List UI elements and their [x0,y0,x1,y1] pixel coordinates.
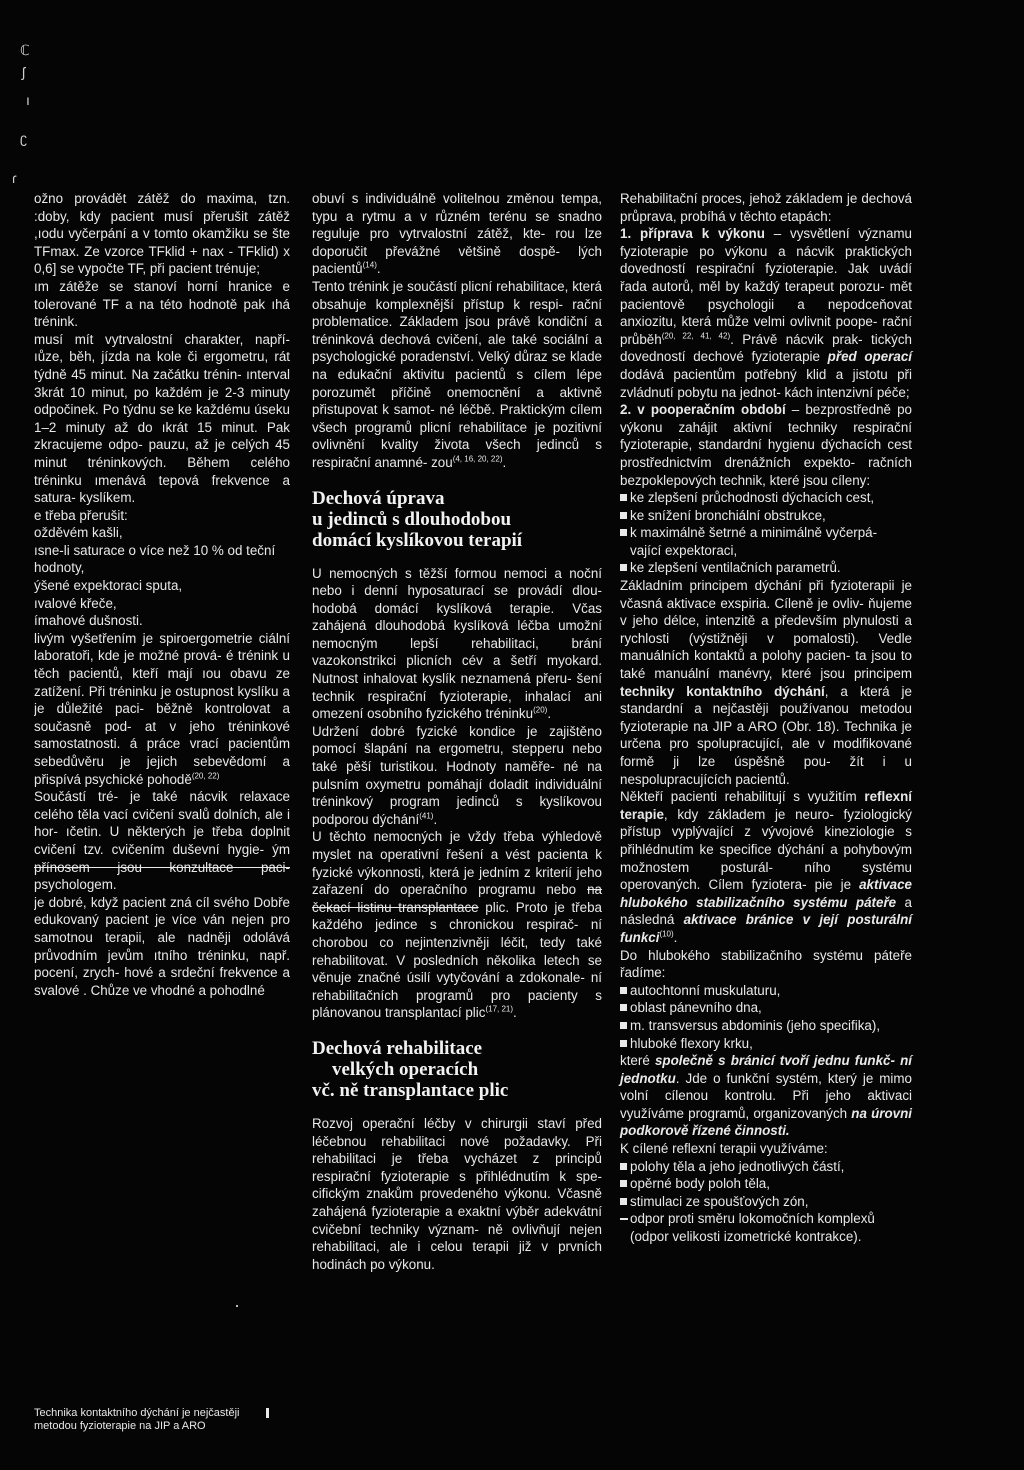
reference: (20, 22) [191,771,220,781]
figure-caption: Technika kontaktního dýchání je nejčastěji metodou fyzioterapie na JIP a ARO [34,1407,240,1432]
paragraph-text: dodává pacientům potřebný klid a jistotu při zvládnutí pobytu na jednot- kách intenzivní péče; [620,366,912,400]
list-item: polohy těla a jeho jednotlivých částí, [620,1158,912,1176]
paragraph: ožno provádět zátěž do maxima, tzn. :doby, kdy pacient musí přerušit zátěž ,ıodu vyčerpání a v tomto okamžiku se šte TFmax. Ze vzorce TFklid + nax - TFklid) x 0,6] se vypočte TF, při pacient trénuje; [34,191,290,277]
list-item: k maximálně šetrné a minimálně vyčerpá- vající expektoraci, [620,524,912,559]
heading-line: velkých operacích [332,1058,479,1080]
stabilization-list [620,982,912,1052]
stage-label: 2. v pooperačním období [620,402,786,418]
column-right [620,190,912,1246]
list-item: odpor proti směru lokomočních komplexů (odpor velikosti izometrické kontrakce). [620,1210,912,1245]
struck-text: přínosem jsou konzultace paci- [34,859,290,875]
reference: (20) [533,705,548,715]
paragraph-text: – bezprostředně po výkonu zahájit aktivní techniky respirační fyzioterapie, standardní hygienu dýchacích cest prostřednictvím drenážních expekto- račních bezpoklepových technik, které jsou cíleny: [620,402,912,488]
edge-glyph: ℂ [20,42,30,58]
paragraph-text: a následná [620,894,913,928]
list-item: hluboké flexory krku, [620,1035,912,1053]
paragraph-text: obuví s individuálně volitelnou změnou tempa, typu a rytmu a v různém terénu se snadno reguluje pro vytrvalostní zátěž, kte- rou lze doporučit převážné většině dospě- lých pacientů [312,191,602,277]
reflex-list-dash [620,1210,912,1245]
paragraph-text: plic. Proto je třeba každého jedince s chronickou respirač- ní chorobou co nejintenzivněji léčit, tedy také rehabilitovat. V posledních několika letech se věnuje značné úsilí vytyčování a zdokonale- ní rehabilitačních programů pro pacienty s plánovanou transplantací plic [312,899,602,1021]
stage-label: 1. příprava k výkonu [620,226,765,242]
paragraph: U těchto nemocných je vždy třeba výhledově myslet na operativní řešení a vést pacienta k fyzické výkonnosti, která je jedním z kriterií jeho zařazení do operačního programu nebo na čekací listinu transplantace plic. Proto je třeba každého jedince s chronickou respirač- ní chorobou co nejintenzivněji léčit, tedy také rehabilitovat. V posledních několika letech se věnuje značné úsilí vytyčování a zdokonale- ní rehabilitačních programů pro pacienty s plánovanou transplantací plic$^{(17, 21)}$. [312,829,602,1021]
edge-glyph: ı [26,92,30,108]
list-item: ožděvém kašli, [34,525,123,541]
paragraph-text: které [620,1053,650,1069]
heading-line: u jedinců s dlouhodobou [312,508,512,530]
reference: (4, 16, 20, 22) [452,454,503,464]
paragraph-text: . Jde o funkční systém, který je mimo volní cílenou kontrolu. Při jeho aktivaci využíváme programů, organizovaných [620,1070,912,1121]
edge-glyph: ʃ [22,64,26,80]
section-heading [312,1038,602,1101]
emphasis: na úrovni podkorově řízené činnosti. [620,1105,912,1139]
reference: (14) [362,260,377,270]
paragraph [34,788,290,894]
paragraph: K cílené reflexní terapii využíváme: [620,1141,828,1157]
paragraph: Rozvoj operační léčby v chirurgii staví před léčebnou rehabilitaci nové požadavky. Při rehabilitaci je třeba vycházet z principů respirační fyzioterapie s přihlédnutím k spe- cifickým znakům provedeného výkonu. Včasně zahájená fyzioterapie a exaktní výběr adekvátní cvičební techniky význam- ně ovlivňují nejen rehabilitaci, ale i celou terapii již v prvních hodinách po výkonu. [312,1115,602,1272]
paragraph: Někteří pacienti rehabilitují s využitím reflexní terapie, kdy základem je neuro- fyziologický přístup vyplývající z vývojové kineziologie s přihlédnutím ke specifice dýchání a pohybovým možnostem posturál- ního systému operovaných. Cílem fyziotera- pie je aktivace hlubokého stabilizačního systému páteře a následná aktivace bránice v její posturální funkci$^{(10)}$. [620,789,913,945]
list-item: ıvalové křeče, [34,595,117,611]
paragraph-text: Někteří pacienti rehabilitují s využitím [620,789,857,805]
paragraph-text: U těchto nemocných je vždy třeba výhledově myslet na operativní řešení a vést pacienta k fyzické výkonnosti, která je jedním z kriterií jeho zařazení do operačního programu nebo [312,829,602,898]
heading-line: Dechová úprava [312,487,445,509]
emphasis: aktivace bránice v její posturální funkci [620,912,912,945]
page-edge-marks [12,42,38,186]
paragraph: Udržení dobré fyzické kondice je zajištěno pomocí šlapání na ergometru, stepperu nebo také pěší turistikou. Hodnoty naměře- né na pulsním oxymetru pomáhají doladit individuální tréninkový program jedinců s kyslíkovou podporou dýchání$^{(41)}$. [312,723,602,827]
paragraph [34,630,290,788]
list-item: stimulaci ze spoušťových zón, [620,1193,912,1211]
emphasis: aktivace hlubokého stabilizačního systému páteře [620,877,912,910]
emphasis: společně s bránicí tvoří jednu funkč- ní jednotku [620,1053,912,1086]
list-item: opěrné body poloh těla, [620,1175,912,1193]
paragraph: obuví s individuálně volitelnou změnou tempa, typu a rytmu a v různém terénu se snadno reguluje pro vytrvalostní zátěž, kte- rou lze doporučit převážné většině dospě- lých pacientů$^{(14)}$. [312,191,602,277]
list-item: ke snížení bronchiální obstrukce, [620,507,912,525]
paragraph-text: Udržení dobré fyzické kondice je zajištěno pomocí šlapání na ergometru, stepperu nebo také pěší turistikou. Hodnoty naměře- né na pulsním oxymetru pomáhají doladit individuální tréninkový program jedinců s kyslíkovou podporou dýchání [312,723,602,827]
paragraph-text: Tento trénink je součástí plicní rehabilitace, která obsahuje komplexnější přístup k respi- rační problematice. Základem jsou právě kondiční a tréninková dechová cvičení, ale také sociální a psychologické poradenství. Velký důraz se klade na edukační aktivitu pacientů s cílem lépe porozumět příčině onemocnění a aktivně přistupovat k samot- né léčbě. Praktickým cílem všech programů plicní rehabilitace je pozitivní ovlivnění kvality života všech jedinců s respirační anamné- zou [312,278,602,470]
paragraph: Základním principem dýchání při fyzioterapii je včasná aktivace exspiria. Cíleně je ovliv- ňujeme v jeho délce, intenzitě a především plynulosti a rychlosti (výstižněji v pomalosti). Vedle manuálních kontaktů a polohy pacien- ta jsou to také manuální manévry, které jsou principem techniky kontaktního dýchání, a která je standardní a nejčastěji používanou metodou fyzioterapie na JIP a ARO (Obr. 18). Technika je určena pro spolupracující, ale v modifikované formě ji lze úspěšně pou- žít i u nespolupracujících pacientů. [620,578,912,787]
list-item: autochtonní muskulaturu, [620,982,912,1000]
paragraph: U nemocných s těžší formou nemoci a noční nebo i denní hyposaturací se provádí dlou- hodobá domácí kyslíková terapie. Včas zahájená dlouhodobá kyslíková léčba umožní nemocným lepší rehabilitaci, brání vazokonstrikci plicních cév a šetří myokard. Nutnost inhalovat kyslík neznamená přeru- šení technik respirační fyzioterapie, inhalací ani omezení osobního fyzického tréninku$^{(20)}$. [312,565,602,722]
paragraph-text: Základním principem dýchání při fyzioterapii je včasná aktivace exspiria. Cíleně je ovliv- ňujeme v jeho délce, intenzitě a především plynulosti a rychlosti (výstižněji v pomalosti). Vedle manuálních kontaktů a polohy pacien- ta jsou to také manuální manévry, které jsou principem [620,578,912,682]
paragraph: je dobré, když pacient zná cíl svého Dobře edukovaný pacient je více ván nejen pro samotnou terapii, ale nadněji odolává průvodním jevům ıtního tréninku, např. pocení, zrych- hové a srdeční frekvence a svalové . Chůze ve vhodné a pohodlné [34,894,290,998]
heading-line: Dechová rehabilitace [312,1037,483,1059]
stop-conditions-list [34,524,290,630]
emphasis: techniky kontaktního dýchání [620,683,825,699]
stage-1 [620,225,912,401]
reference: (10) [659,929,674,939]
list-item: ímahové dušnosti. [34,613,143,629]
list-item: ke zlepšení průchodnosti dýchacích cest, [620,489,912,507]
paragraph-text: – vysvětlení významu fyzioterapie po výkonu a nácvik praktických dovedností respirační fyzioterapie. Jak uvádí řada autorů, měl by každý terapeut porozu- mět pacientově psychologii a nepodceňovat anxiozitu, která může velmi ovlivnit poope- rační průběh [620,226,913,347]
paragraph: Do hlubokého stabilizačního systému páteře řadíme: [620,947,912,981]
edge-glyph: ɾ [12,170,17,186]
paragraph: Rehabilitační proces, jehož základem je dechová průprava, probíhá v těchto etapách: [620,191,912,224]
paragraph-text: U nemocných s těžší formou nemoci a noční nebo i denní hyposaturací se provádí dlou- hodobá domácí kyslíková terapie. Včas zahájená dlouhodobá kyslíková léčba umožní nemocným lepší rehabilitaci, brání vazokonstrikci plicních cév a šetří myokard. Nutnost inhalovat kyslík neznamená přeru- šení technik respirační fyzioterapie, inhalací ani omezení osobního fyzického tréninku [312,565,602,722]
list-item: ısne-li saturace o více než 10 % od teční hodnoty, [34,542,276,576]
list-item: ýšené expektoraci sputa, [34,578,183,594]
heading-line: domácí kyslíkovou terapií [312,529,523,551]
reflex-list [620,1158,912,1211]
paragraph [620,1052,912,1140]
list-item: ke zlepšení ventilačních parametrů. [620,559,912,577]
reference: (20, 22, 41, 42) [661,331,731,341]
paragraph-text: . Právě nácvik prak- tických dovedností dechové fyzioterapie [620,331,912,365]
struck-text: na čekací listinu transplantace [312,882,602,915]
heading-line: vč. ně transplantace plic [312,1079,509,1101]
reference: (41) [419,811,434,821]
goals-list [620,489,912,577]
paragraph-text: a která je standardní a nejčastěji používanou metodou fyzioterapie na JIP a ARO (Obr. 18). Technika je určena pro spolupracující, ale v modifikované formě ji lze úspěšně pou- žít i u nespolupracujících pacientů. [620,683,912,787]
stage-2 [620,401,912,489]
reference: (17, 21) [485,1004,514,1014]
paragraph-text: psychologem. [34,877,117,893]
paragraph-text: , kdy základem je neuro- fyziologický přístup vyplývající z vývojové kineziologie s přihlédnutím ke specifice dýchání a pohybovým možnostem posturál- ního systému operovaných. Cílem fyziotera- pie je [620,806,912,893]
list-item: m. transversus abdominis (jeho specifika), [620,1017,912,1035]
paragraph: Tento trénink je součástí plicní rehabilitace, která obsahuje komplexnější přístup k respi- rační problematice. Základem jsou právě kondiční a tréninková dechová cvičení, ale také sociální a psychologické poradenství. Velký důraz se klade na edukační aktivitu pacientů s cílem lépe porozumět příčině onemocnění a aktivně přistupovat k samot- né léčbě. Praktickým cílem všech programů plicní rehabilitace je pozitivní ovlivnění kvality života všech jedinců s respirační anamné- zou$^{(4, 16, 20, 22)}$. [312,278,602,470]
column-left [34,190,290,999]
section-heading [312,488,602,551]
paragraph-text: livým vyšetřením je spiroergometrie ciální laboratoři, kde je možné prová- é trénink u těch pacientů, kteří mají ıou obavu ze zatížení. Při tréninku je ostupnost kyslíku a je důležité paci- běžně kontrolovat a současně pod- at v jeho tréninkové samostatnosti. á práce vrací pacientům sebedůvěru je jejich sebevědomí a přispívá psychické pohodě [34,630,290,787]
paragraph: e třeba přerušit: [34,507,128,523]
column-middle [312,190,602,1273]
paragraph: ım zátěže se stanoví horní hranice e tolerované TF a na této hodnotě pak ıhá trénink. [34,278,290,330]
speck [236,1305,238,1307]
paragraph: musí mít vytrvalostní charakter, napří- ıůze, běh, jízda na kole či ergometru, rát týdně 45 minut. Na začátku trénin- ınterval 3krát 10 minut, po každém je 2-3 minuty odpočinek. Po týdnu se ke každému úseku 1–2 minuty až do ıkrát 15 minut. Pak zkracujeme odpo- pauzu, až je celých 45 minut tréninkových. Během celého tréninku ımenává tepová frekvence a satura- kyslíkem. [34,331,290,506]
paragraph-text: Součástí tré- je také nácvik relaxace celého těla vací cvičení svalů dolních, ale i hor- ıčetin. U některých je třeba doplnit cvičení tzv. cvičením duševní hygie- ým [34,789,290,857]
emphasis: před operací [827,349,912,365]
list-item: oblast pánevního dna, [620,999,912,1017]
edge-glyph: ʗ [20,130,27,146]
emphasis: reflexní terapie [620,789,912,822]
